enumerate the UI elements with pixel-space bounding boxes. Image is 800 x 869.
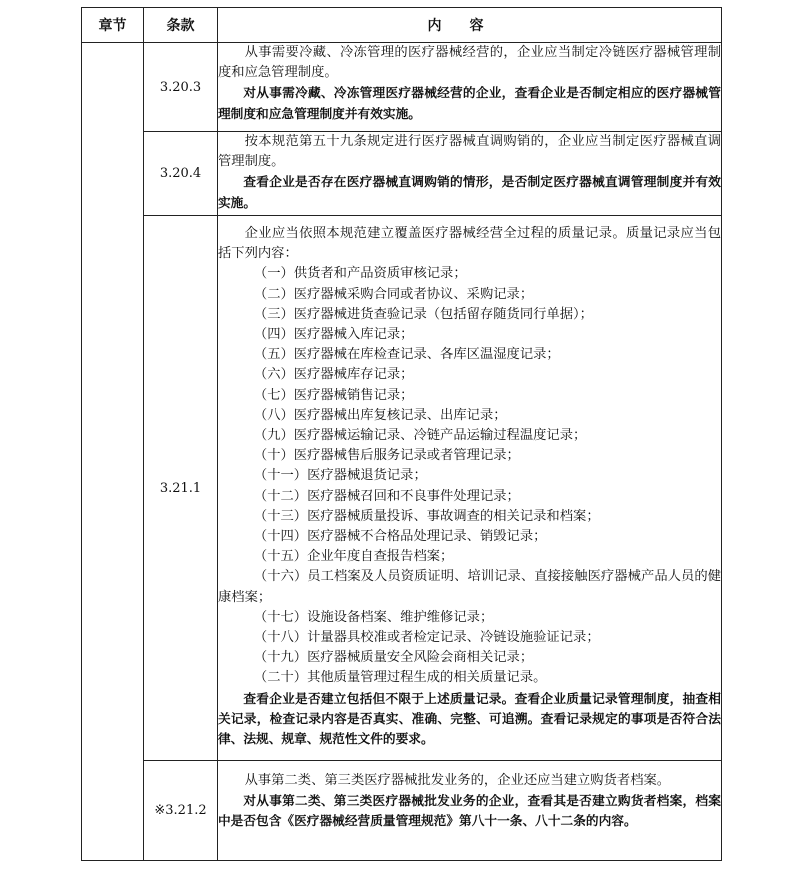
requirement-text: 按本规范第五十九条规定进行医疗器械直调购销的，企业应当制定医疗器械直调管理制度。 <box>218 134 721 170</box>
check-text: 对从事需冷藏、冷冻管理医疗器械经营的企业，查看企业是否制定相应的医疗器械管理制度和应急管理制度并有效实施。 <box>218 85 721 121</box>
list-item: （五）医疗器械在库检查记录、各库区温湿度记录； <box>253 347 560 363</box>
regulation-table <box>81 7 722 861</box>
table-header-row <box>82 8 722 43</box>
list-item: （八）医疗器械出库复核记录、出库记录； <box>253 407 507 423</box>
check-text: 对从事第二类、第三类医疗器械批发业务的企业，查看其是否建立购货者档案，档案中是否包含《医疗器械经营质量管理规范》第八十一条、八十二条的内容。 <box>218 793 721 829</box>
header-content: 内容 <box>218 8 722 43</box>
clause-cell: 3.20.3 <box>144 43 218 132</box>
clause-cell: 3.20.4 <box>144 132 218 216</box>
list-item: （十四）医疗器械不合格品处理记录、销毁记录； <box>253 529 547 545</box>
record-items-list <box>218 264 721 688</box>
table-row <box>82 132 722 216</box>
requirement-text: 从事第二类、第三类医疗器械批发业务的，企业还应当建立购货者档案。 <box>244 773 671 788</box>
list-item: （二十）其他质量管理过程生成的相关质量记录。 <box>253 670 547 686</box>
list-item: （十九）医疗器械质量安全风险会商相关记录； <box>253 650 534 666</box>
list-item: （十一）医疗器械退货记录； <box>253 468 427 484</box>
list-item: （十八）计量器具校准或者检定记录、冷链设施验证记录； <box>253 630 600 646</box>
list-item: （十）医疗器械售后服务记录或者管理记录； <box>253 448 520 464</box>
header-clause: 条款 <box>144 8 218 43</box>
table-row <box>82 761 722 861</box>
list-item: （十七）设施设备档案、维护维修记录； <box>253 609 494 625</box>
clause-cell: 3.21.1 <box>144 216 218 761</box>
list-item: （十二）医疗器械召回和不良事件处理记录； <box>253 488 520 504</box>
list-item: （十五）企业年度自查报告档案； <box>253 549 454 565</box>
chapter-cell <box>82 43 144 861</box>
content-cell <box>218 761 722 861</box>
content-cell <box>218 43 722 132</box>
list-item: （九）医疗器械运输记录、冷链产品运输过程温度记录； <box>253 428 587 444</box>
table-row <box>82 43 722 132</box>
requirement-text: 企业应当依照本规范建立覆盖医疗器械经营全过程的质量记录。质量记录应当包括下列内容： <box>218 226 721 262</box>
content-cell <box>218 216 722 761</box>
requirement-text: 从事需要冷藏、冷冻管理的医疗器械经营的，企业应当制定冷链医疗器械管理制度和应急管理制度。 <box>218 45 721 81</box>
list-item: （七）医疗器械销售记录； <box>253 387 414 403</box>
list-item: （六）医疗器械库存记录； <box>253 367 414 383</box>
check-text: 查看企业是否存在医疗器械直调购销的情形，是否制定医疗器械直调管理制度并有效实施。 <box>218 174 721 210</box>
list-item: （二）医疗器械采购合同或者协议、采购记录； <box>253 286 534 302</box>
check-text: 查看企业是否建立包括但不限于上述质量记录。查看企业质量记录管理制度，抽查相关记录，检查记录内容是否真实、准确、完整、可追溯。查看记录规定的事项是否符合法律、法规、规章、规范性文件的要求。 <box>218 690 721 747</box>
table-row <box>82 216 722 761</box>
header-chapter: 章节 <box>82 8 144 43</box>
list-item: （十三）医疗器械质量投诉、事故调查的相关记录和档案； <box>253 508 600 524</box>
list-item: （一）供货者和产品资质审核记录； <box>253 266 467 282</box>
list-item: （四）医疗器械入库记录； <box>253 327 414 343</box>
list-item: （三）医疗器械进货查验记录（包括留存随货同行单据）； <box>253 306 593 322</box>
content-cell <box>218 132 722 216</box>
list-item: （十六）员工档案及人员资质证明、培训记录、直接接触医疗器械产品人员的健康档案； <box>218 569 721 605</box>
clause-cell: ※3.21.2 <box>144 761 218 861</box>
